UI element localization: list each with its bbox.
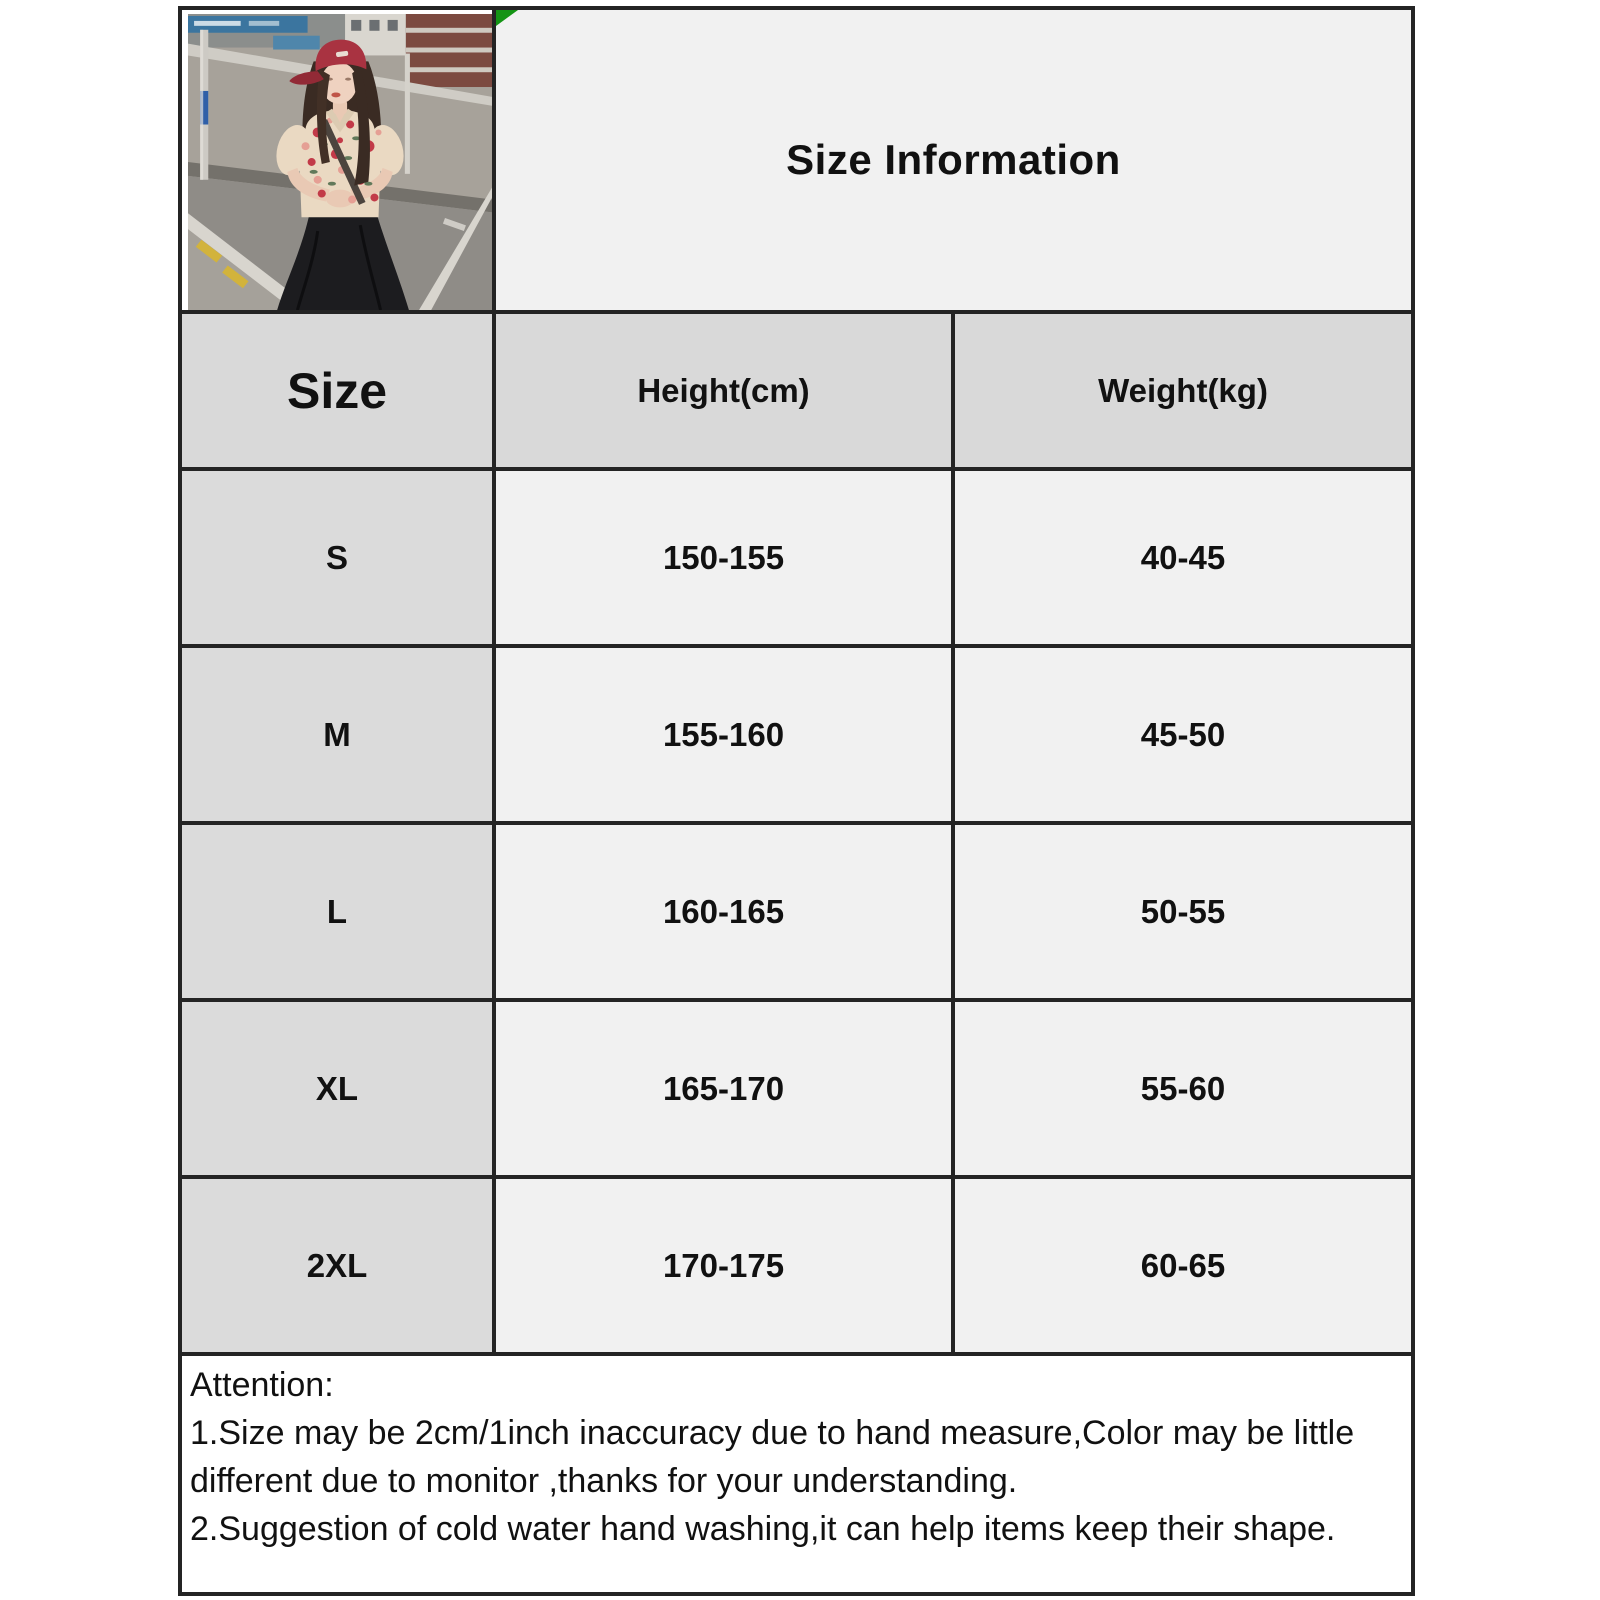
header-cell-size: Size <box>182 314 492 467</box>
green-corner-marker-icon <box>496 10 518 26</box>
page-title: Size Information <box>786 136 1121 183</box>
weight-value-m: 45-50 <box>955 648 1411 821</box>
attention-heading: Attention: <box>190 1366 334 1404</box>
size-information-title-cell <box>496 10 1411 310</box>
size-label-xl: XL <box>182 1002 492 1175</box>
weight-value-s: 40-45 <box>955 471 1411 644</box>
height-value-s: 150-155 <box>496 471 951 644</box>
size-label-l: L <box>182 825 492 998</box>
size-label-m: M <box>182 648 492 821</box>
weight-value-2xl: 60-65 <box>955 1179 1411 1352</box>
size-label-s: S <box>182 471 492 644</box>
weight-value-xl: 55-60 <box>955 1002 1411 1175</box>
height-value-l: 160-165 <box>496 825 951 998</box>
street-model-photo-illustration <box>188 14 492 310</box>
height-value-xl: 165-170 <box>496 1002 951 1175</box>
size-label-2xl: 2XL <box>182 1179 492 1352</box>
attention-line: 2.Suggestion of cold water hand washing,it can help items keep their shape. <box>190 1510 1336 1548</box>
attention-line: 1.Size may be 2cm/1inch inaccuracy due to hand measure,Color may be little <box>190 1414 1355 1452</box>
header-cell-weight: Weight(kg) <box>955 314 1411 467</box>
attention-note <box>182 1356 1411 1592</box>
header-cell-height: Height(cm) <box>496 314 951 467</box>
product-photo <box>182 10 492 310</box>
size-chart <box>178 6 1415 1596</box>
weight-value-l: 50-55 <box>955 825 1411 998</box>
attention-line: different due to monitor ,thanks for your understanding. <box>190 1462 1018 1500</box>
height-value-m: 155-160 <box>496 648 951 821</box>
height-value-2xl: 170-175 <box>496 1179 951 1352</box>
